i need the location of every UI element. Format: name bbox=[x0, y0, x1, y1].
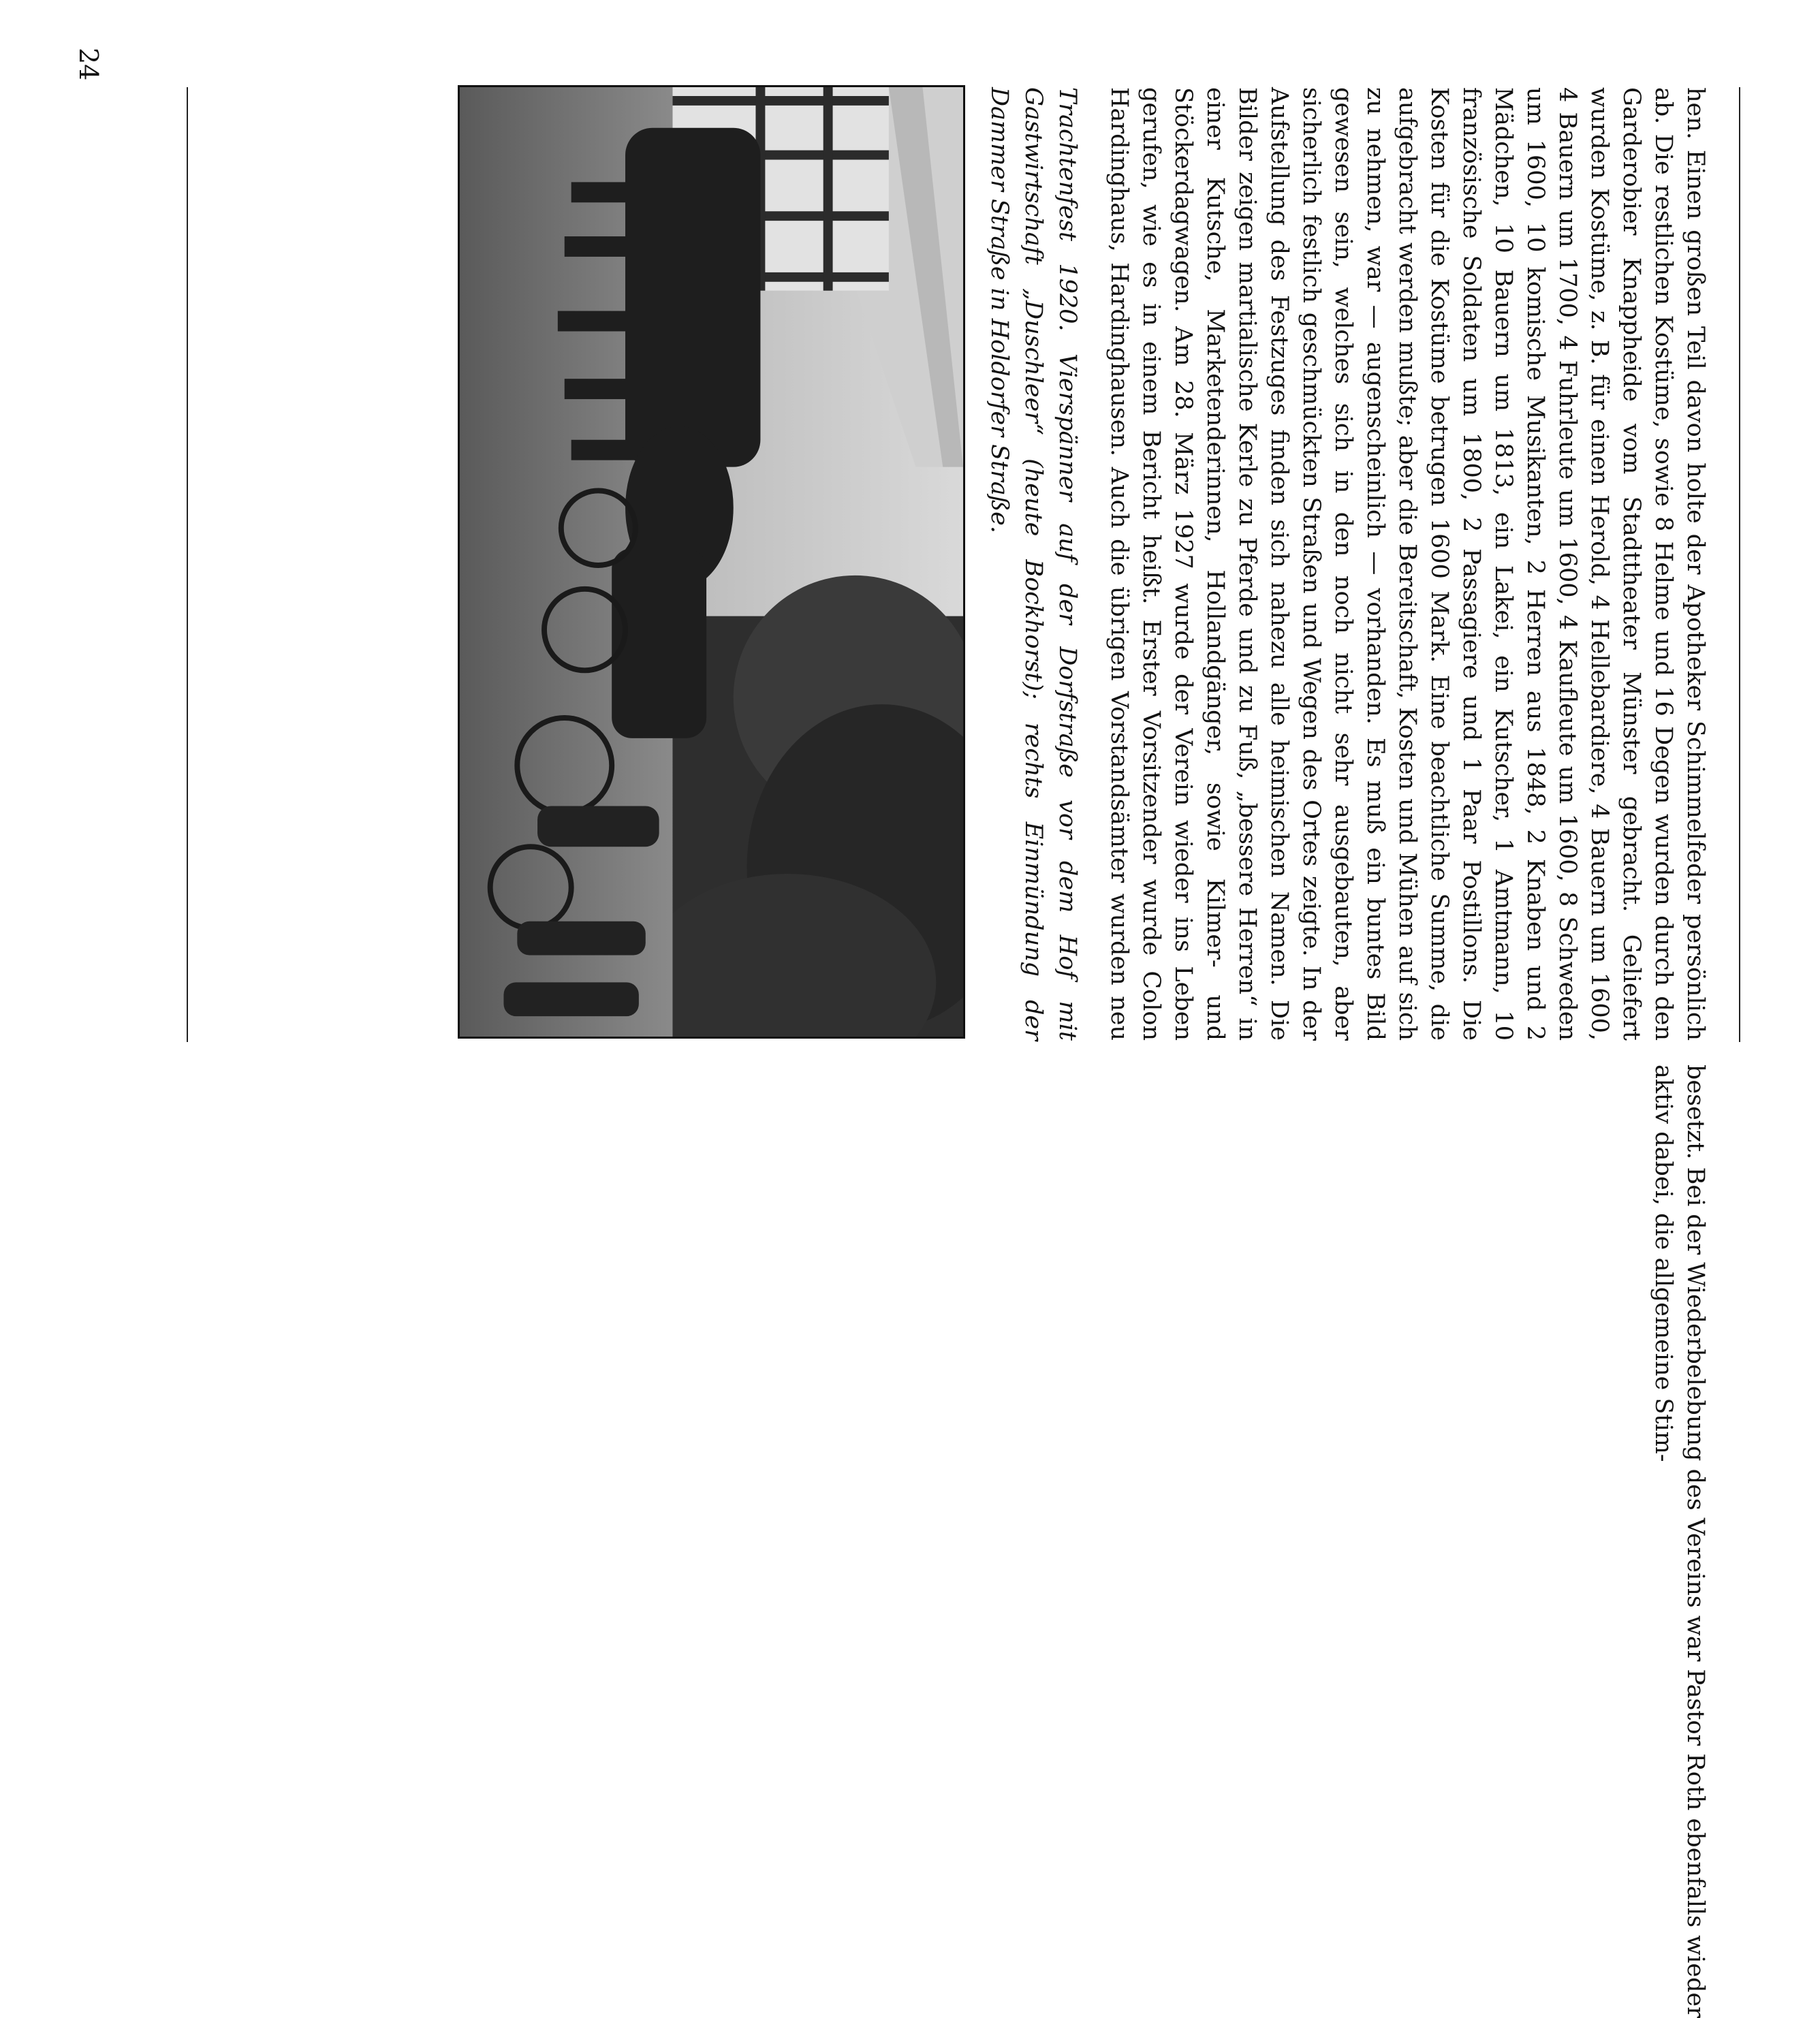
body-text bbox=[1098, 87, 1711, 2018]
photo-image bbox=[460, 87, 963, 1037]
top-rule bbox=[1739, 87, 1740, 1042]
page-number: 24 bbox=[74, 48, 104, 81]
body-paragraph: hen. Einen großen Teil davon holte der Apotheker Schimmelfeder persönlich ab. Die restlichen Kostüme, sowie 8 Helme und 16 Degen wurden durch den Garderobier Knappheide vom Stadttheater Münster gebracht. Geliefert wurden Kostüme, z. B. für einen Herold, 4 Hellebardiere, 4 Bauern um 1600, 4 Bauern um 1700, 4 Fuhrleute um 1600, 4 Kaufleute um 1600, 8 Schweden um 1600, 10 komische Musikanten, 2 Herren aus 1848, 2 Knaben und 2 Mädchen, 10 Bauern um 1813, ein Lakei, ein Kutscher, 1 Amtmann, 10 französische Soldaten um 1800, 2 Passagiere und 1 Paar Postillons. Die Kosten für die Kostüme betrugen 1600 Mark. Eine beachtliche Summe, die aufgebracht werden mußte; aber die Bereitschaft, Kosten und Mühen auf sich zu nehmen, war — augenscheinlich — vorhanden. Es muß ein buntes Bild gewesen sein, welches sich in den noch nicht sehr ausgebauten, aber sicherlich festlich geschmückten Straßen und Wegen des Ortes zeigte. In der Aufstellung des Festzuges finden sich nahezu alle heimischen Namen. Die Bilder zeigen martialische Kerle zu Pferde und zu Fuß, „bessere Herren“ in einer Kutsche, Marketenderinnen, Hollandgänger, sowie Kilmer- und Stöckerdagwagen. Am 28. März 1927 wurde der Verein wieder ins Leben gerufen, wie es in einem Bericht heißt. Erster Vorsitzender wurde Colon Hardinghaus, Hardinghausen. Auch die übrigen Vorstandsämter wurden neu besetzt. Bei der Wiederbelebung des Vereins war Pastor Roth ebenfalls wieder aktiv dabei, die allgemeine Stim- bbox=[1105, 87, 1709, 2018]
historic-photo bbox=[458, 85, 965, 1039]
bottom-rule bbox=[187, 87, 188, 1042]
figure-caption: Trachtenfest 1920. Vierspänner auf der Dorfstraße vor dem Hof mit Gastwirtschaft „Duschleer“ (heute Bockhorst); rechts Einmündung der Dammer Straße in Holdorfer Straße. bbox=[986, 87, 1081, 1041]
